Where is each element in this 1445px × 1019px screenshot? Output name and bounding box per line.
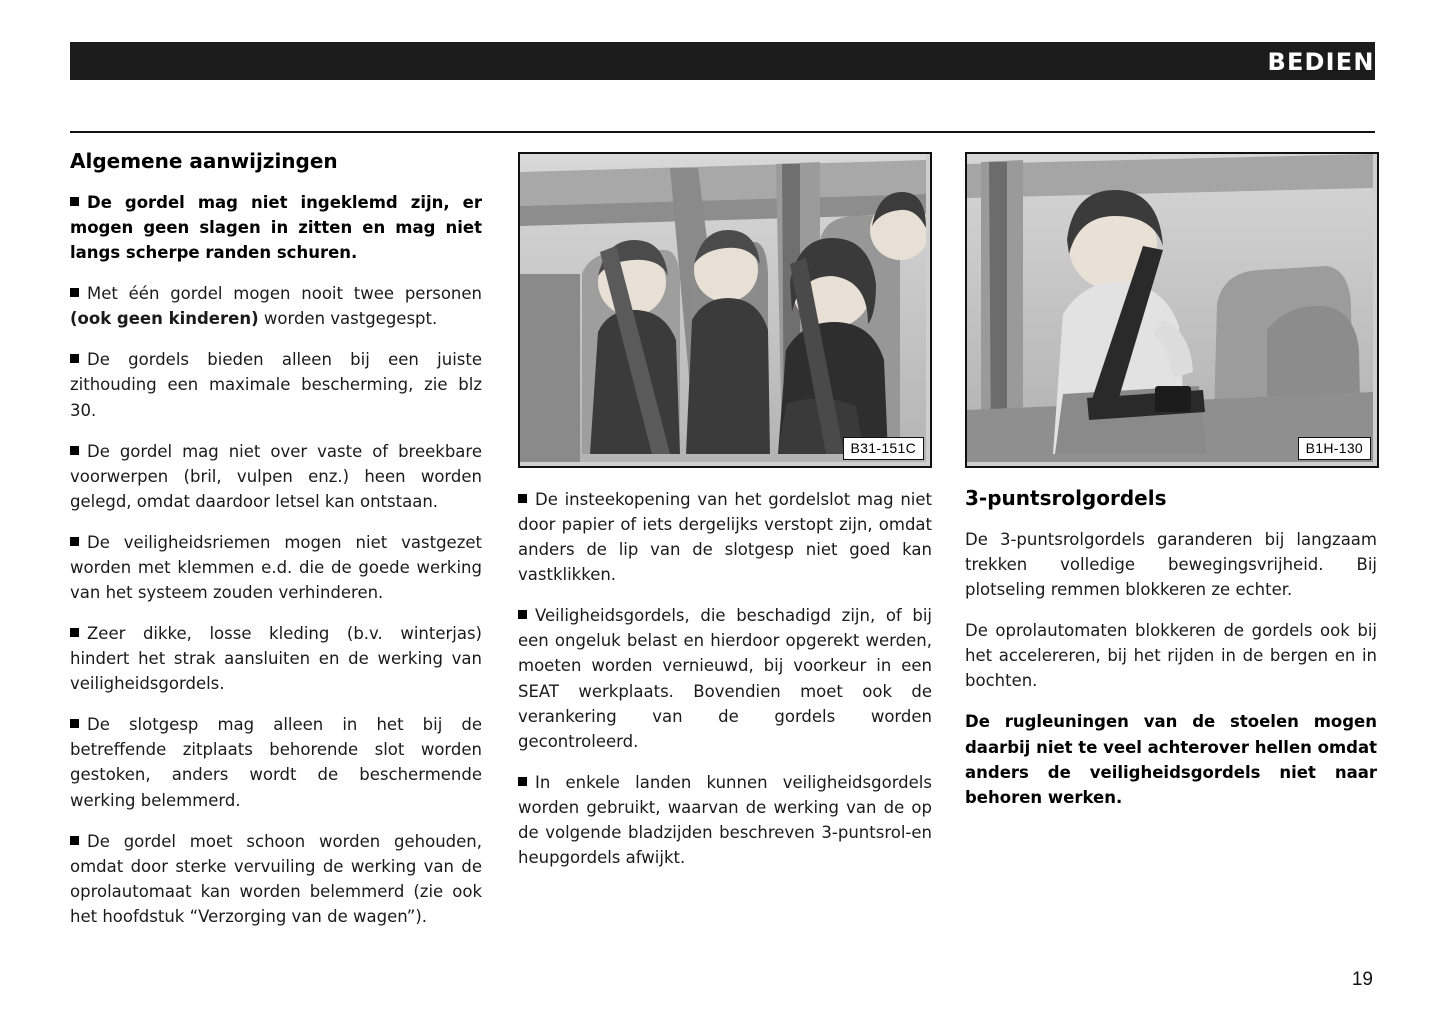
section-title-general: Algemene aanwijzingen (70, 149, 338, 173)
emphasis-text: (ook geen kinderen) (70, 309, 259, 329)
bullet-square-icon (518, 777, 527, 786)
paragraph (70, 712, 482, 812)
paragraph-text: Veiligheidsgordels, die beschadigd zijn, of bij een ongeluk belast en hierdoor opgerekt werden, moeten worden vernieuwd, bij voorkeur in een SEAT werkplaats. Bovendien moet ook de verankering van de gordels worden gecontroleerd. (518, 606, 932, 751)
figure-1-caption: B31-151C (843, 437, 924, 460)
paragraph-text: De veiligheidsriemen mogen niet vastgezet worden met klemmen e.d. die de goede werking van het systeem zouden verhinderen. (70, 532, 482, 603)
bullet-square-icon (70, 836, 79, 845)
paragraph (70, 347, 482, 422)
header-rule (70, 131, 1375, 133)
paragraph-text: Zeer dikke, losse kleding (b.v. winterjas) hindert het strak aansluiten en de werking van veiligheidsgordels. (70, 624, 482, 694)
bullet-square-icon (70, 719, 79, 728)
three-point-belt-illustration (965, 152, 1379, 468)
figure-2-graphic (967, 154, 1373, 462)
bullet-square-icon (70, 288, 79, 297)
paragraph-text: De oprolautomaten blokkeren de gordels ook bij het accelereren, bij het rijden in de bergen en in bochten. (965, 621, 1377, 691)
bullet-square-icon (518, 610, 527, 619)
paragraph-text: De slotgesp mag alleen in het bij de betreffende zitplaats behorende slot worden gestoken, anders wordt de beschermende werking belemmerd. (70, 715, 482, 810)
bullet-square-icon (70, 197, 79, 206)
paragraph-text: Met één gordel mogen nooit twee personen (ook geen kinderen) worden vastgegespt. (70, 284, 482, 329)
bullet-square-icon (70, 628, 79, 637)
paragraph (70, 530, 482, 605)
figure-1-graphic (520, 154, 926, 462)
paragraph (518, 603, 932, 753)
paragraph-text: De insteekopening van het gordelslot mag niet door papier of iets dergelijks verstopt zijn, omdat anders de lip van de slotgesp niet goed kan vastklikken. (518, 490, 932, 585)
column-right-body (965, 487, 1377, 826)
paragraph (518, 487, 932, 587)
paragraph (70, 281, 482, 331)
paragraph (70, 829, 482, 929)
column-left-body (70, 190, 482, 929)
paragraph-text: De gordel mag niet over vaste of breekbare voorwerpen (bril, vulpen enz.) heen worden gelegd, omdat daardoor letsel kan ontstaan. (70, 441, 482, 511)
paragraph-text: De gordel moet schoon worden gehouden, omdat door sterke vervuiling de werking van de oprolautomaat kan worden belemmerd (zie ook het hoofdstuk “Verzorging van de wagen”). (70, 831, 482, 926)
rear-seat-belt-illustration (518, 152, 932, 468)
page-title: BEDIENING (1267, 48, 1427, 76)
section-title-3point: 3-puntsrolgordels (965, 486, 1167, 510)
figure-2-caption: B1H-130 (1298, 437, 1371, 460)
paragraph (70, 621, 482, 696)
bullet-square-icon (70, 537, 79, 546)
paragraph (70, 439, 482, 514)
paragraph-text: De 3-puntsrolgordels garanderen bij langzaam trekken volledige bewegingsvrijheid. Bij plotseling remmen blokkeren ze echter. (965, 530, 1377, 600)
column-left (70, 150, 482, 945)
bullet-square-icon (70, 354, 79, 363)
paragraph (965, 709, 1377, 809)
paragraph-text: In enkele landen kunnen veiligheidsgordels worden gebruikt, waarvan de werking van de op de volgende bladzijden beschreven 3-puntsrol-en heupgordels afwijkt. (518, 772, 932, 868)
paragraph (965, 527, 1377, 602)
bullet-square-icon (518, 494, 527, 503)
paragraph-text: De rugleuningen van de stoelen mogen daarbij niet te veel achterover hellen omdat anders de veiligheidsgordels niet naar behoren werken. (965, 712, 1378, 807)
paragraph (518, 770, 932, 870)
paragraph (70, 190, 482, 265)
page-number: 19 (1351, 969, 1373, 990)
paragraph-text: De gordel mag niet ingeklemd zijn, er mogen geen slagen in zitten en mag niet langs scherpe randen schuren. (70, 193, 482, 263)
paragraph (965, 618, 1377, 693)
column-middle-body (518, 487, 932, 886)
paragraph-text: De gordels bieden alleen bij een juiste zithouding een maximale bescherming, zie blz 30. (70, 350, 482, 420)
header-bar (70, 42, 1375, 80)
bullet-square-icon (70, 446, 79, 455)
